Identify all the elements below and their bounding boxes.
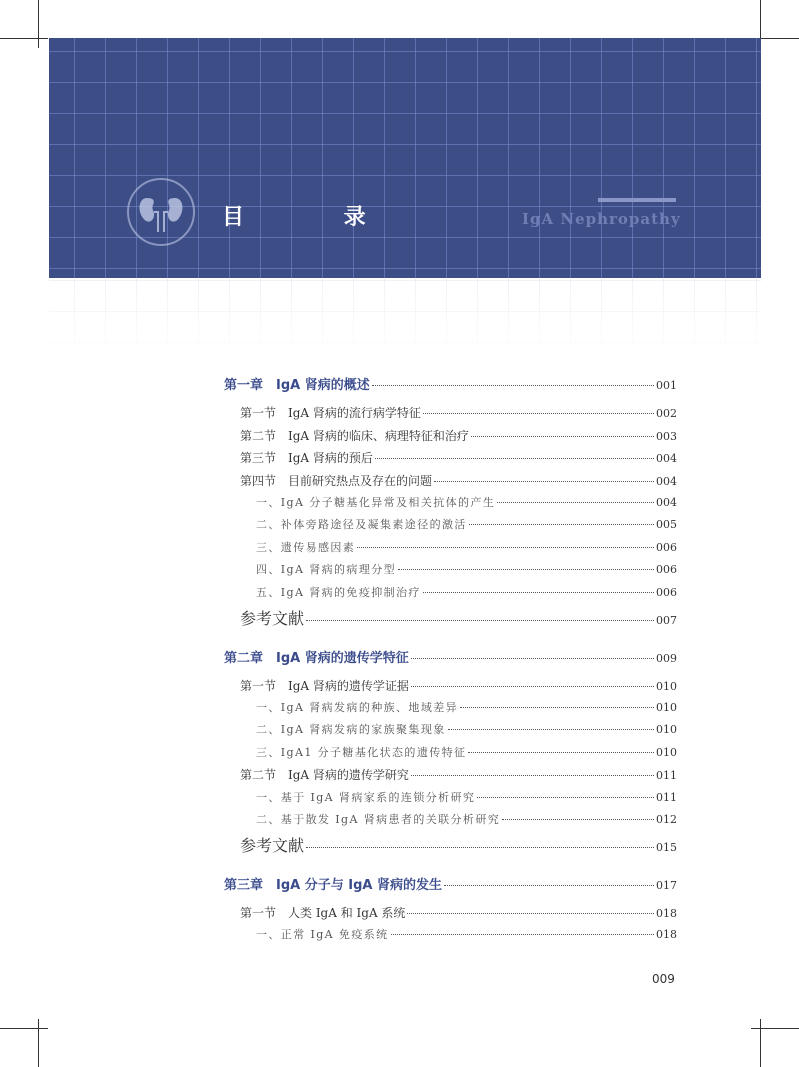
toc-entry-page: 010 xyxy=(656,680,677,693)
toc-entry-label: 二、基于散发 IgA 肾病患者的关联分析研究 xyxy=(256,813,501,826)
toc-entry-page: 006 xyxy=(656,563,677,576)
leader-dots xyxy=(497,502,654,503)
toc-entry-section[interactable] xyxy=(240,449,677,466)
toc-entry-item[interactable] xyxy=(256,811,677,827)
toc-entry-page: 018 xyxy=(656,907,677,920)
toc-entry-page: 005 xyxy=(656,518,677,531)
toc-entry-item[interactable] xyxy=(256,584,677,600)
toc-entry-page: 011 xyxy=(656,791,677,804)
crop-mark xyxy=(0,38,48,39)
toc-entry-page: 004 xyxy=(656,496,677,509)
crop-mark xyxy=(38,1019,39,1067)
toc-entry-chapter[interactable] xyxy=(224,647,677,666)
crop-mark xyxy=(751,1028,799,1029)
leader-dots xyxy=(471,436,654,437)
toc-entry-chapter[interactable] xyxy=(224,374,677,393)
toc-entry-item[interactable] xyxy=(256,926,677,942)
leader-dots xyxy=(423,413,654,414)
leader-dots xyxy=(306,620,654,621)
toc-entry-item[interactable] xyxy=(256,494,677,510)
toc-entry-item[interactable] xyxy=(256,721,677,737)
toc-entry-label: 第二节 IgA 肾病的临床、病理特征和治疗 xyxy=(240,429,469,443)
toc-entry-label: 三、遗传易感因素 xyxy=(256,541,356,554)
toc-entry-page: 015 xyxy=(656,841,677,854)
crop-mark xyxy=(38,0,39,48)
toc-entry-refs[interactable] xyxy=(240,606,677,629)
toc-entry-label: 第四节 目前研究热点及存在的问题 xyxy=(240,474,433,488)
leader-dots xyxy=(469,524,654,525)
banner-grid-fade xyxy=(49,278,761,358)
leader-dots xyxy=(306,847,654,848)
toc-entry-label: 二、补体旁路途径及凝集素途径的激活 xyxy=(256,518,467,531)
toc-entry-label: 参考文献 xyxy=(240,609,305,628)
toc-entry-page: 012 xyxy=(656,813,677,826)
toc-entry-item[interactable] xyxy=(256,699,677,715)
toc-entry-page: 004 xyxy=(656,452,677,465)
crop-mark xyxy=(760,1019,761,1067)
toc-entry-label: 第三章 IgA 分子与 IgA 肾病的发生 xyxy=(224,878,442,893)
toc-entry-label: 第二章 IgA 肾病的遗传学特征 xyxy=(224,651,409,666)
leader-dots xyxy=(411,658,654,659)
toc-entry-item[interactable] xyxy=(256,516,677,532)
toc-entry-label: 参考文献 xyxy=(240,836,305,855)
toc-entry-page: 017 xyxy=(656,879,677,892)
toc-entry-label: 第一节 IgA 肾病的流行病学特征 xyxy=(240,406,421,420)
toc-entry-section[interactable] xyxy=(240,677,677,694)
leader-dots xyxy=(460,707,654,708)
leader-dots xyxy=(444,885,654,886)
toc-entry-chapter[interactable] xyxy=(224,874,677,893)
toc-entry-page: 010 xyxy=(656,723,677,736)
toc-entry-item[interactable] xyxy=(256,561,677,577)
leader-dots xyxy=(372,385,654,386)
toc-entry-refs[interactable] xyxy=(240,833,677,856)
leader-dots xyxy=(391,934,654,935)
toc-entry-label: 一、正常 IgA 免疫系统 xyxy=(256,928,389,941)
toc-entry-section[interactable] xyxy=(240,427,677,444)
toc-entry-page: 001 xyxy=(656,379,677,392)
title-accent-line xyxy=(598,198,676,202)
toc-entry-label: 第二节 IgA 肾病的遗传学研究 xyxy=(240,768,409,782)
english-subtitle: IgA Nephropathy xyxy=(522,210,681,228)
toc-entry-page: 007 xyxy=(656,614,677,627)
toc-entry-label: 五、IgA 肾病的免疫抑制治疗 xyxy=(256,586,421,599)
toc-entry-section[interactable] xyxy=(240,404,677,421)
page-title: 目 录 xyxy=(222,205,412,230)
toc-entry-label: 第三节 IgA 肾病的预后 xyxy=(240,451,373,465)
toc-entry-page: 006 xyxy=(656,586,677,599)
leader-dots xyxy=(502,819,654,820)
toc-entry-page: 004 xyxy=(656,475,677,488)
toc-entry-label: 第一章 IgA 肾病的概述 xyxy=(224,378,370,393)
toc-entry-section[interactable] xyxy=(240,472,677,489)
leader-dots xyxy=(411,686,654,687)
leader-dots xyxy=(468,752,654,753)
toc-entry-label: 二、IgA 肾病发病的家族聚集现象 xyxy=(256,723,446,736)
toc-entry-item[interactable] xyxy=(256,539,677,555)
toc-entry-page: 010 xyxy=(656,701,677,714)
leader-dots xyxy=(398,569,654,570)
toc-entry-page: 018 xyxy=(656,928,677,941)
leader-dots xyxy=(434,481,654,482)
toc-entry-item[interactable] xyxy=(256,744,677,760)
toc-entry-page: 006 xyxy=(656,541,677,554)
toc-entry-page: 011 xyxy=(656,769,677,782)
toc-entry-page: 010 xyxy=(656,746,677,759)
toc-entry-item[interactable] xyxy=(256,789,677,805)
toc-entry-section[interactable] xyxy=(240,766,677,783)
toc-entry-label: 一、基于 IgA 肾病家系的连锁分析研究 xyxy=(256,791,476,804)
leader-dots xyxy=(411,775,654,776)
leader-dots xyxy=(407,913,654,914)
toc-entry-page: 002 xyxy=(656,407,677,420)
toc-entry-page: 003 xyxy=(656,430,677,443)
leader-dots xyxy=(477,797,654,798)
toc-entry-label: 第一节 人类 IgA 和 IgA 系统 xyxy=(240,906,406,920)
toc-entry-section[interactable] xyxy=(240,904,677,921)
toc-entry-label: 第一节 IgA 肾病的遗传学证据 xyxy=(240,679,409,693)
kidney-logo-icon xyxy=(127,178,195,246)
toc-entry-label: 四、IgA 肾病的病理分型 xyxy=(256,563,397,576)
leader-dots xyxy=(375,458,654,459)
leader-dots xyxy=(357,547,654,548)
toc-entry-page: 009 xyxy=(656,652,677,665)
page-number: 009 xyxy=(652,972,675,986)
crop-mark xyxy=(0,1028,48,1029)
toc-entry-label: 一、IgA 分子糖基化异常及相关抗体的产生 xyxy=(256,496,496,509)
leader-dots xyxy=(423,592,654,593)
toc-entry-label: 一、IgA 肾病发病的种族、地域差异 xyxy=(256,701,459,714)
leader-dots xyxy=(448,729,654,730)
toc-entry-label: 三、IgA1 分子糖基化状态的遗传特征 xyxy=(256,746,467,759)
